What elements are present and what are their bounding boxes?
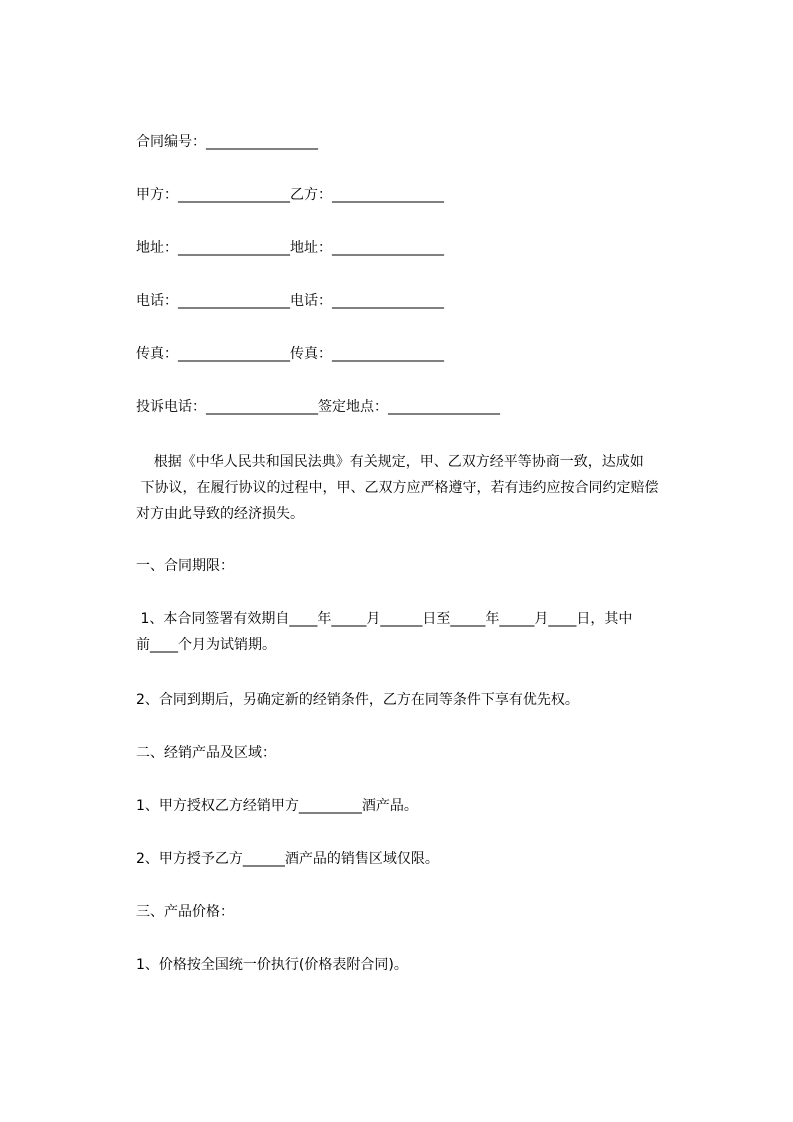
address-field: 地址：________________地址：________________ [136, 240, 444, 256]
section-1-item-1-line-1: 1、本合同签署有效期自____年_____月______日至_____年_____月____日，其中 [136, 611, 633, 627]
contract-number-field: 合同编号：________________ [136, 134, 318, 150]
section-2-item-1: 1、甲方授权乙方经销甲方_________酒产品。 [136, 798, 418, 814]
party-a-b-field: 甲方：________________乙方：________________ [136, 187, 444, 203]
intro-line-1: 根据《中华人民共和国民法典》有关规定，甲、乙双方经平等协商一致，达成如 [136, 454, 644, 470]
intro-line-2: 下协议，在履行协议的过程中，甲、乙双方应严格遵守，若有违约应按合同约定赔偿 [136, 480, 659, 496]
section-1-title: 一、合同期限： [136, 558, 234, 574]
section-1-item-1 [136, 606, 708, 658]
phone-field: 电话：________________电话：________________ [136, 293, 444, 309]
section-2-item-2: 2、甲方授予乙方______酒产品的销售区域仅限。 [136, 851, 439, 867]
section-2-title: 二、经销产品及区域： [136, 745, 276, 761]
section-3-title: 三、产品价格： [136, 904, 234, 920]
section-1-item-2: 2、合同到期后，另确定新的经销条件，乙方在同等条件下享有优先权。 [136, 692, 579, 708]
intro-paragraph [136, 449, 708, 527]
section-1-item-1-line-2: 前____个月为试销期。 [136, 637, 276, 653]
section-3-item-1: 1、价格按全国统一价执行(价格表附合同)。 [136, 957, 408, 973]
complaint-phone-sign-place-field: 投诉电话：________________签定地点：________________ [136, 399, 500, 415]
intro-line-3: 对方由此导致的经济损失。 [136, 506, 304, 522]
fax-field: 传真：________________传真：________________ [136, 346, 444, 362]
